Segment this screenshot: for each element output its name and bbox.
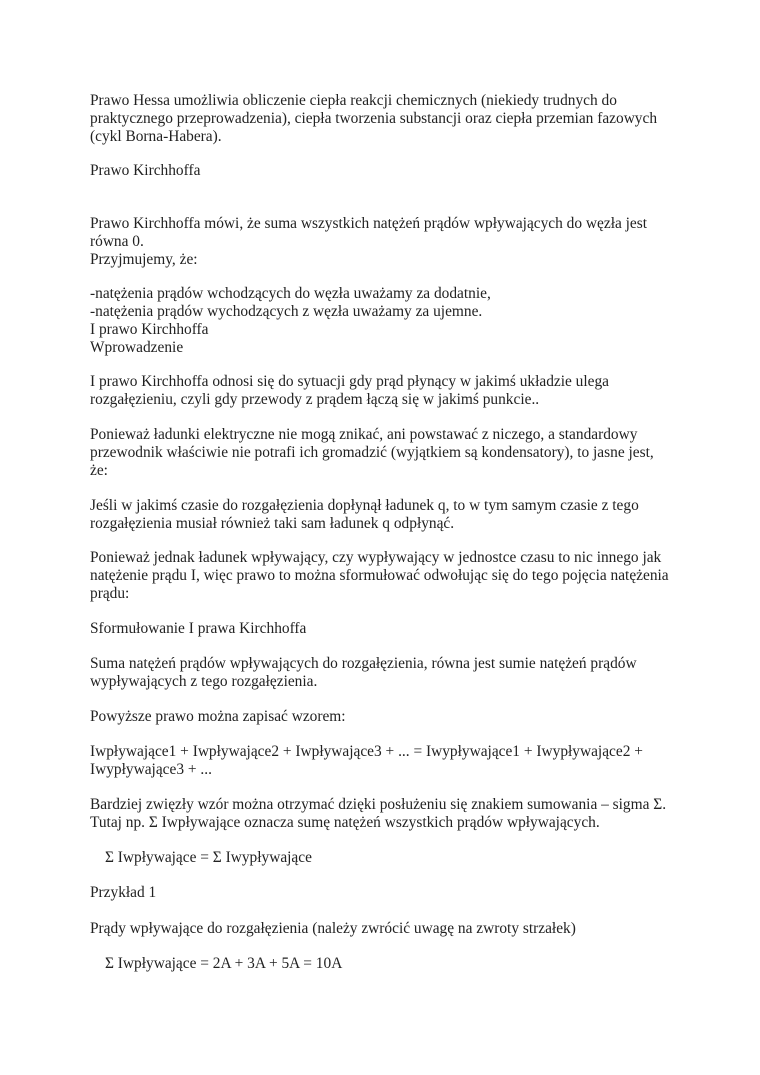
text-line: Suma natężeń prądów wpływających do rozgałęzienia, równa jest sumie natężeń prądów <box>90 655 637 672</box>
paragraph-kirchhoff-definition <box>90 215 680 269</box>
paragraph-branching-intro <box>90 373 680 409</box>
text-line: rozgałęzieniu, czyli gdy przewody z prądem łączą się w jakimś punkcie.. <box>90 391 540 408</box>
text-line: Tutaj np. Σ Iwpływające oznacza sumę natężeń wszystkich prądów wpływających. <box>90 814 600 831</box>
text-line: Iwypływające3 + ... <box>90 761 212 778</box>
text-line: prądu: <box>90 585 130 602</box>
text-line: I prawo Kirchhoffa odnosi się do sytuacji gdy prąd płynący w jakimś układzie ulega <box>90 373 610 390</box>
text-line: Przyjmujemy, że: <box>90 251 198 268</box>
heading-kirchhoff-law <box>90 162 680 180</box>
formula-sigma <box>105 849 695 867</box>
paragraph-hess-law <box>90 92 680 146</box>
text-line: Sformułowanie I prawa Kirchhoffa <box>90 620 307 637</box>
text-line: równa 0. <box>90 233 144 250</box>
paragraph-sign-convention <box>90 285 680 357</box>
text-line: Prawo Kirchhoffa <box>90 162 201 179</box>
text-line: praktycznego przeprowadzenia), ciepła tworzenia substancji oraz ciepła przemian fazowych <box>90 110 658 127</box>
paragraph-formula-intro <box>90 708 680 726</box>
text-line: -natężenia prądów wychodzących z węzła uważamy za ujemne. <box>90 303 483 320</box>
text-line: Prawo Hessa umożliwia obliczenie ciepła reakcji chemicznych (niekiedy trudnych do <box>90 92 617 109</box>
paragraph-formula-expanded <box>90 743 680 779</box>
text-line: -natężenia prądów wchodzących do węzła uważamy za dodatnie, <box>90 285 491 302</box>
heading-example-1 <box>90 884 680 902</box>
text-line: (cykl Borna-Habera). <box>90 128 222 145</box>
text-line: że: <box>90 462 108 479</box>
text-line: natężenie prądu I, więc prawo to można sformułować odwołując się do tego pojęcia natężenia <box>90 567 669 584</box>
paragraph-current-intensity <box>90 549 680 603</box>
text-line: wypływających z tego rozgałęzienia. <box>90 673 318 690</box>
paragraph-charge-flow <box>90 497 680 533</box>
text-line: Iwpływające1 + Iwpływające2 + Iwpływające3 + ... = Iwypływające1 + Iwypływające2 + <box>90 743 643 760</box>
text-line: Ponieważ ładunki elektryczne nie mogą znikać, ani powstawać z niczego, a standardowy <box>90 426 638 443</box>
text-line: Przykład 1 <box>90 884 157 901</box>
text-line: przewodnik właściwie nie potrafi ich gromadzić (wyjątkiem są kondensatory), to jasne jest, <box>90 444 654 461</box>
text-line: Σ Iwpływające = 2A + 3A + 5A = 10A <box>105 955 343 972</box>
text-line: Prawo Kirchhoffa mówi, że suma wszystkich natężeń prądów wpływających do węzła jest <box>90 215 648 232</box>
text-line: I prawo Kirchhoffa <box>90 321 209 338</box>
paragraph-charge-conservation <box>90 426 680 480</box>
formula-example-sum <box>105 955 695 973</box>
text-line: Bardziej zwięzły wzór można otrzymać dzięki posłużeniu się znakiem sumowania – sigma Σ. <box>90 796 667 813</box>
text-line: Prądy wpływające do rozgałęzienia (należy zwrócić uwagę na zwroty strzałek) <box>90 920 576 937</box>
text-line: Jeśli w jakimś czasie do rozgałęzienia dopłynął ładunek q, to w tym samym czasie z tego <box>90 497 639 514</box>
text-line: Wprowadzenie <box>90 339 184 356</box>
text-line: Ponieważ jednak ładunek wpływający, czy wypływający w jednostce czasu to nic innego jak <box>90 549 662 566</box>
text-line: Σ Iwpływające = Σ Iwypływające <box>105 849 312 866</box>
text-line: Powyższe prawo można zapisać wzorem: <box>90 708 346 725</box>
text-line: rozgałęzienia musiał również taki sam ładunek q odpłynąć. <box>90 515 455 532</box>
paragraph-law-statement <box>90 655 680 691</box>
paragraph-example-description <box>90 920 680 938</box>
heading-law-statement <box>90 620 680 638</box>
paragraph-sigma-notation <box>90 796 680 832</box>
